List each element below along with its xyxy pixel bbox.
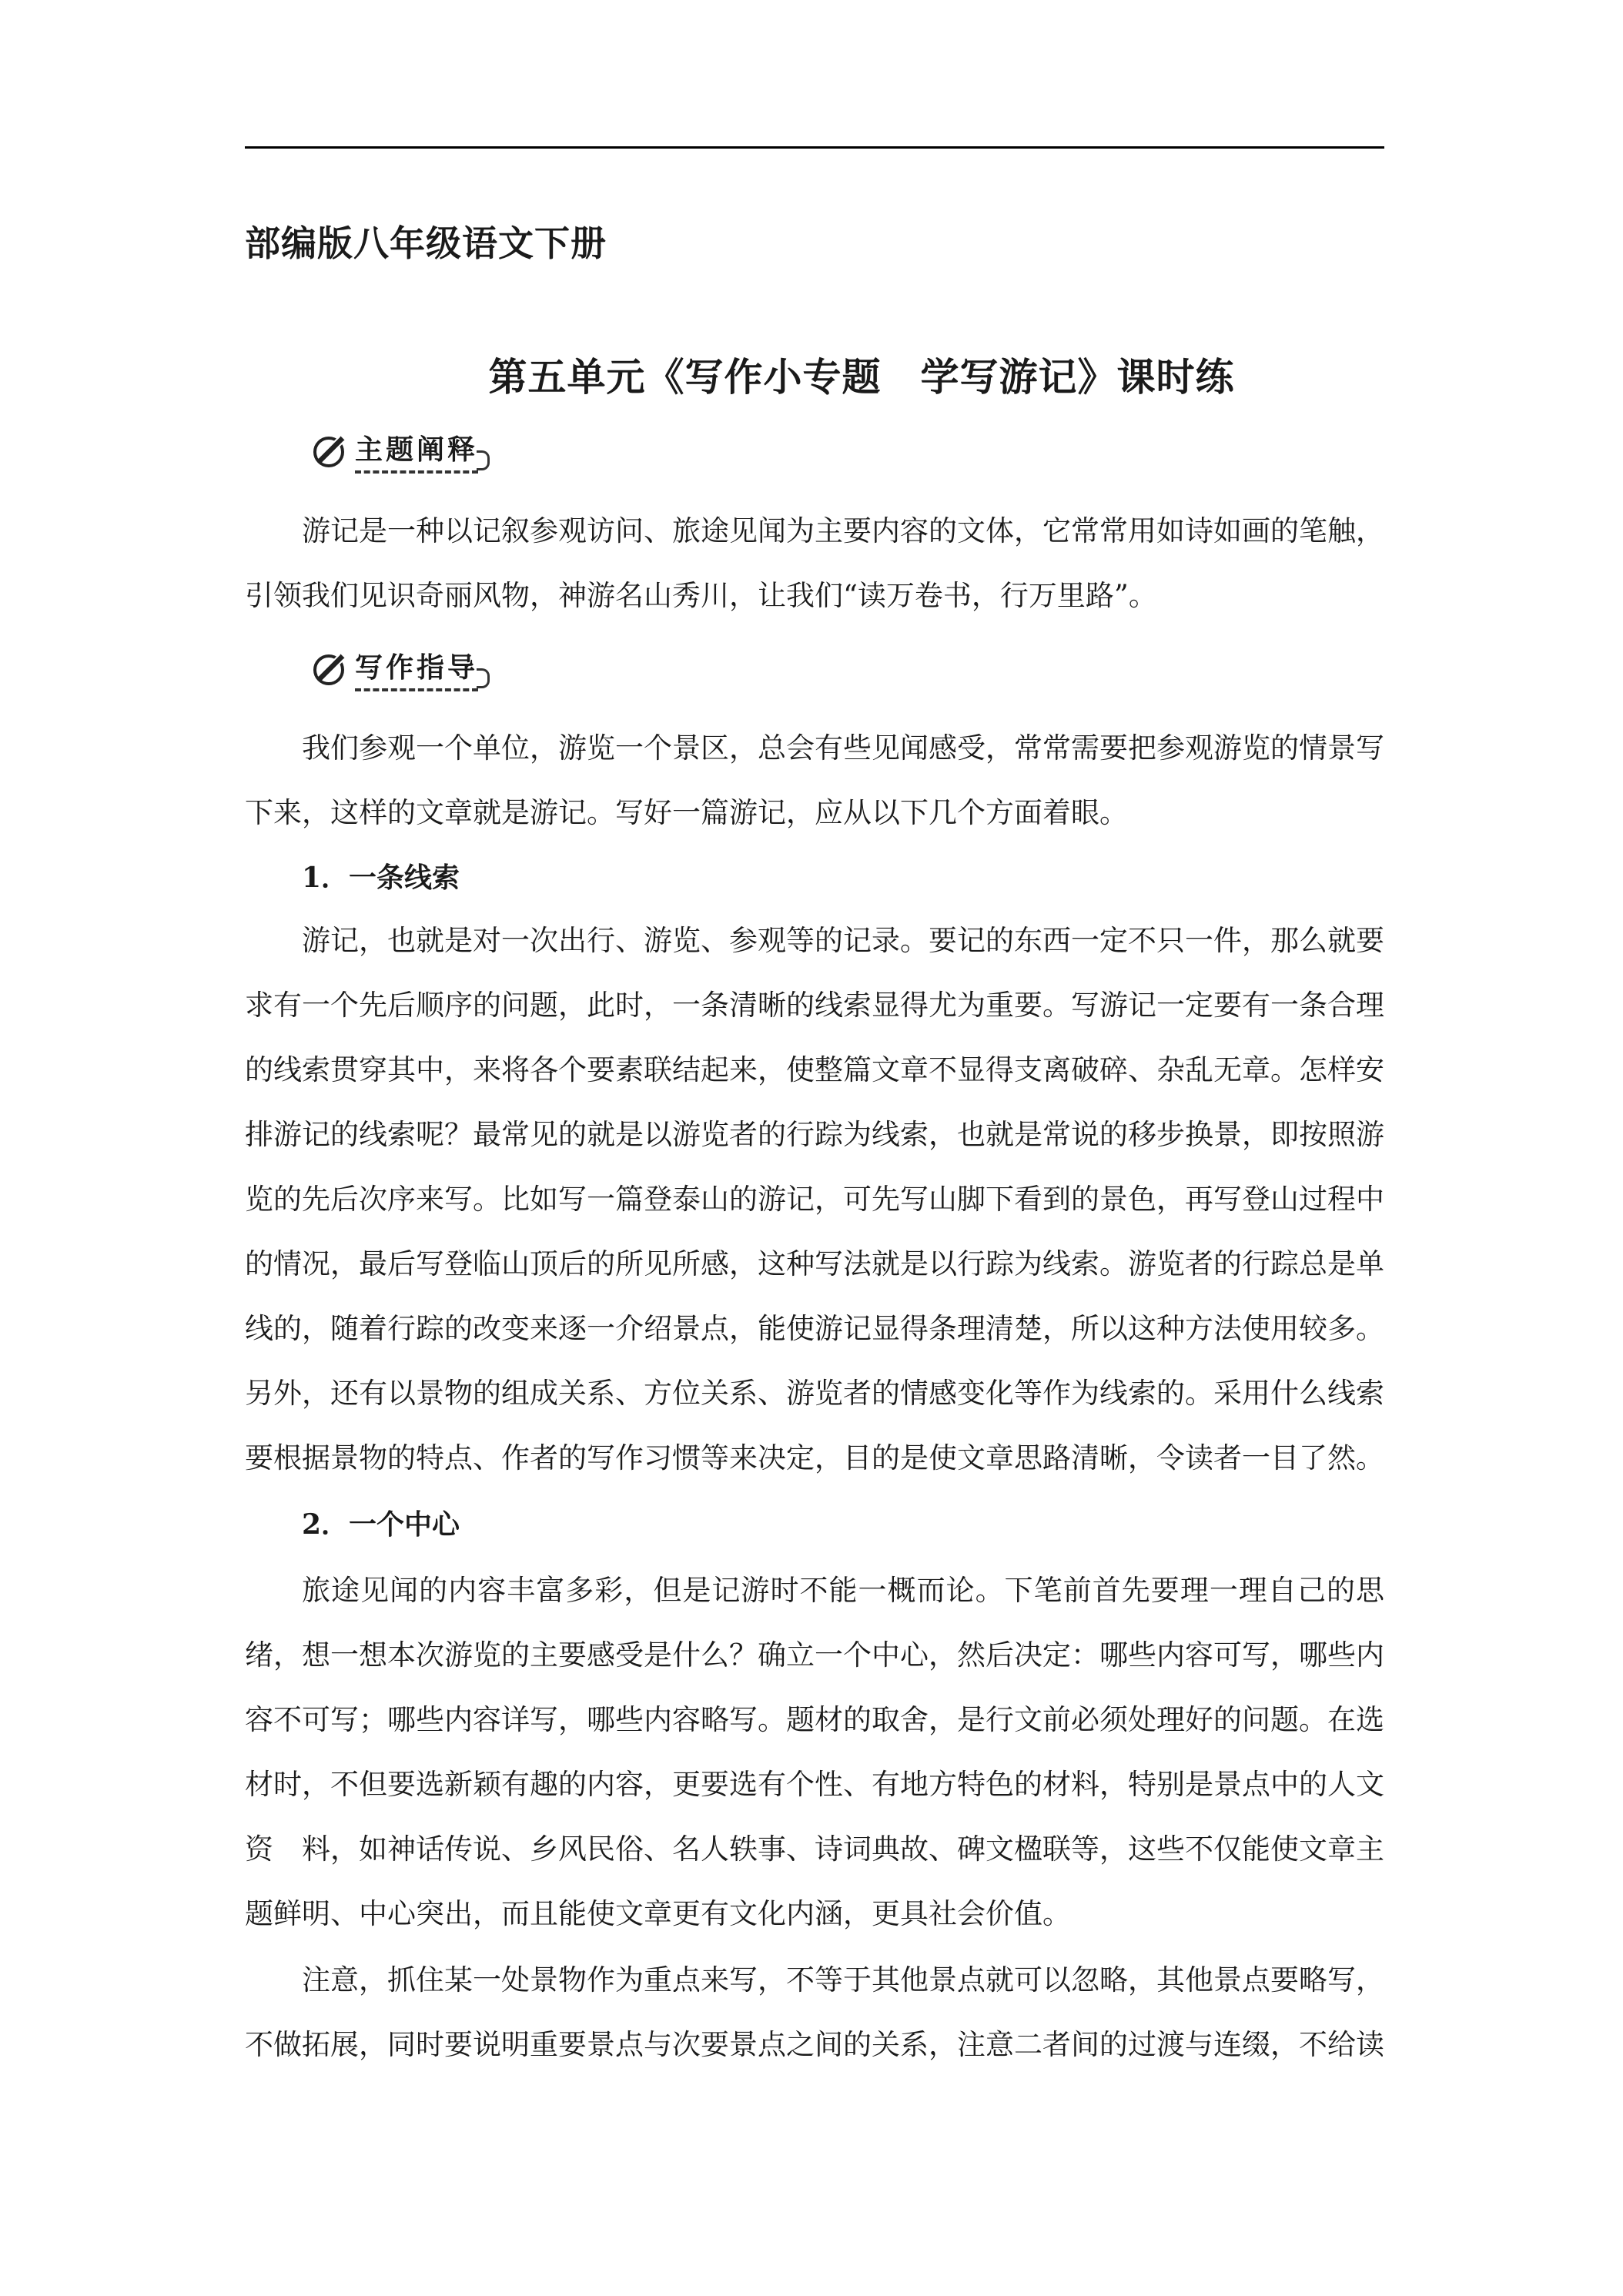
point-2-heading: 2．一个中心 [302,1508,460,1541]
point-1-paragraph: 游记，也就是对一次出行、游览、参观等的记录。要记的东西一定不只一件，那么就要求有一个先后顺序的问题，此时，一条清晰的线索显得尤为重要。写游记一定要有一条合理的线索贯穿其中，来将各个要素联结起来，使整篇文章不显得支离破碎、杂乱无章。怎样安排游记的线索呢？最常见的就是以游览者的行踪为线索，也就是常说的移步换景，即按照游览的先后次序来写。比如写一篇登泰山的游记，可先写山脚下看到的景色，再写登山过程中的情况，最后写登临山顶后的所见所感，这种写法就是以行踪为线索。游览者的行踪总是单线的，随着行踪的改变来逐一介绍景点，能使游记显得条理清楚，所以这种方法使用较多。另外，还有以景物的组成关系、方位关系、游览者的情感变化等作为线索的。采用什么线索要根据景物的特点、作者的写作习惯等来决定，目的是使文章思路清晰，令读者一目了然。 [245,924,1384,1474]
header-rule [245,146,1384,149]
section-guide-heading [312,645,490,691]
section-theme-label: 主题阐释 [355,428,478,474]
pencil-circle-icon [312,650,349,687]
section-guide-tail [477,668,490,688]
point-1-heading: 1．一条线索 [302,862,460,894]
lesson-title: 第五单元《写作小专题 学写游记》课时练 [488,354,1235,400]
section-theme-heading [312,427,490,474]
pencil-circle-icon [312,432,349,469]
point-2-paragraph-b: 料，如神话传说、乡风民俗、名人轶事、诗词典故、碑文楹联等，这些不仅能使文章主题鲜明、中心突出，而且能使文章更有文化内涵，更具社会价值。 [245,1832,1384,1930]
point-2-paragraph-a: 旅途见闻的内容丰富多彩，但是记游时不能一概而论。下笔前首先要理一理自己的思绪，想一想本次游览的主要感受是什么？确立一个中心，然后决定：哪些内容可写，哪些内容不可写；哪些内容详写，哪些内容略写。题材的取舍，是行文前必须处理好的问题。在选材时，不但要选新颖有趣的内容，更要选有个性、有地方特色的材料，特别是景点中的人文资 [245,1574,1384,1866]
section-guide-label: 写作指导 [355,646,478,691]
section-theme-tail [477,450,490,470]
book-title: 部编版八年级语文下册 [245,223,607,264]
theme-paragraph: 游记是一种以记叙参观访问、旅途见闻为主要内容的文体，它常常用如诗如画的笔触，引领我们见识奇丽风物，神游名山秀川，让我们“读万卷书，行万里路”。 [245,514,1384,612]
guide-intro-paragraph: 我们参观一个单位，游览一个景区，总会有些见闻感受，常常需要把参观游览的情景写下来，这样的文章就是游记。写好一篇游记，应从以下几个方面着眼。 [245,731,1384,829]
note-paragraph: 注意，抓住某一处景物作为重点来写，不等于其他景点就可以忽略，其他景点要略写，不做拓展，同时要说明重要景点与次要景点之间的关系，注意二者间的过渡与连缀，不给读 [245,1963,1384,2061]
